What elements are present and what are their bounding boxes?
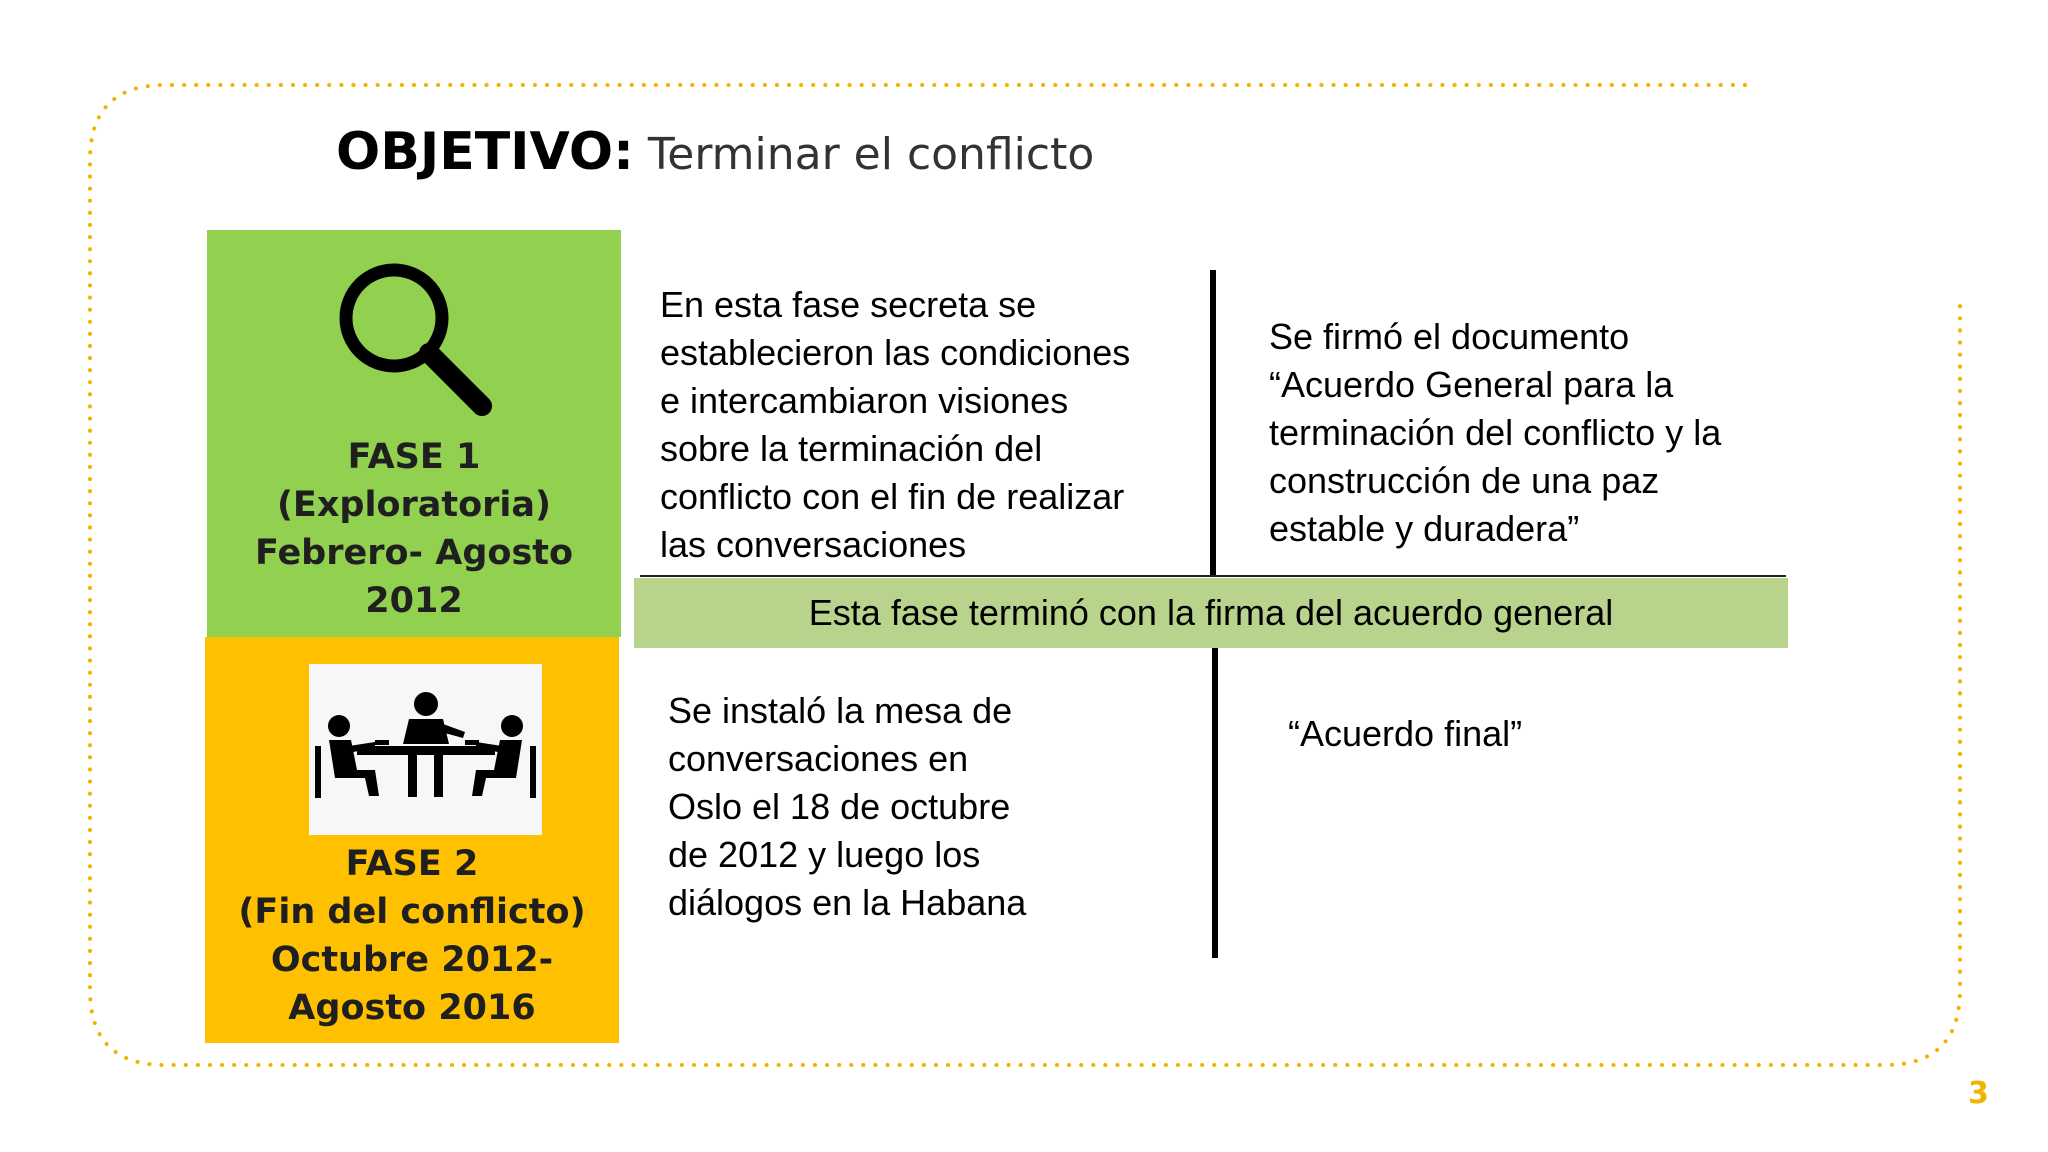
text-line: “Acuerdo General para la	[1269, 364, 1674, 405]
text-line: diálogos en la Habana	[668, 882, 1027, 923]
text-line: de 2012 y luego los	[668, 834, 981, 875]
phase1-label-line: 2012	[365, 581, 463, 621]
phase2-label-line: Agosto 2016	[288, 988, 536, 1028]
text-line: conversaciones en	[668, 738, 969, 779]
text-line: Se firmó el documento	[1269, 316, 1630, 357]
text-line: terminación del conflicto y la	[1269, 412, 1722, 453]
phase1-result	[1269, 313, 1721, 553]
column-divider-top	[1210, 270, 1216, 576]
slide-title	[336, 122, 1094, 202]
text-line: conflicto con el fin de realizar	[660, 476, 1125, 517]
phase2-label-line: FASE 2	[345, 844, 479, 884]
text-line: En esta fase secreta se	[660, 284, 1037, 325]
column-divider-bottom	[1212, 648, 1218, 958]
text-line: las conversaciones	[660, 524, 967, 565]
title-text: Terminar el conflicto	[647, 129, 1095, 180]
text-line: establecieron las condiciones	[660, 332, 1131, 373]
phase1-label-line: FASE 1	[347, 437, 481, 477]
phase1-label-line: Febrero- Agosto	[254, 533, 574, 573]
phase2-box	[205, 637, 619, 1043]
text-line: Oslo el 18 de octubre	[668, 786, 1011, 827]
text-line: estable y duradera”	[1269, 508, 1580, 549]
text-line: Se instaló la mesa de	[668, 690, 1013, 731]
title-keyword: OBJETIVO:	[336, 122, 634, 182]
phase1-label-line: (Exploratoria)	[276, 485, 552, 525]
page-number: 3	[1968, 1076, 1989, 1111]
text-line: sobre la terminación del	[660, 428, 1043, 469]
row-divider	[640, 575, 1786, 577]
phase1-description	[660, 281, 1130, 569]
phase1-box	[207, 230, 621, 637]
phase-summary-banner: Esta fase terminó con la firma del acuerdo general	[634, 578, 1788, 648]
magnifier-icon	[332, 256, 497, 421]
text-line: “Acuerdo final”	[1288, 713, 1523, 754]
phase2-description	[668, 687, 1026, 927]
meeting-table-icon	[309, 664, 542, 835]
phase2-label-line: (Fin del conflicto)	[238, 892, 586, 932]
phase2-label	[205, 840, 619, 1032]
text-line: construcción de una paz	[1269, 460, 1660, 501]
phase2-result	[1288, 710, 1522, 758]
phase1-label	[207, 433, 621, 625]
text-line: e intercambiaron visiones	[660, 380, 1069, 421]
phase2-label-line: Octubre 2012-	[270, 940, 554, 980]
